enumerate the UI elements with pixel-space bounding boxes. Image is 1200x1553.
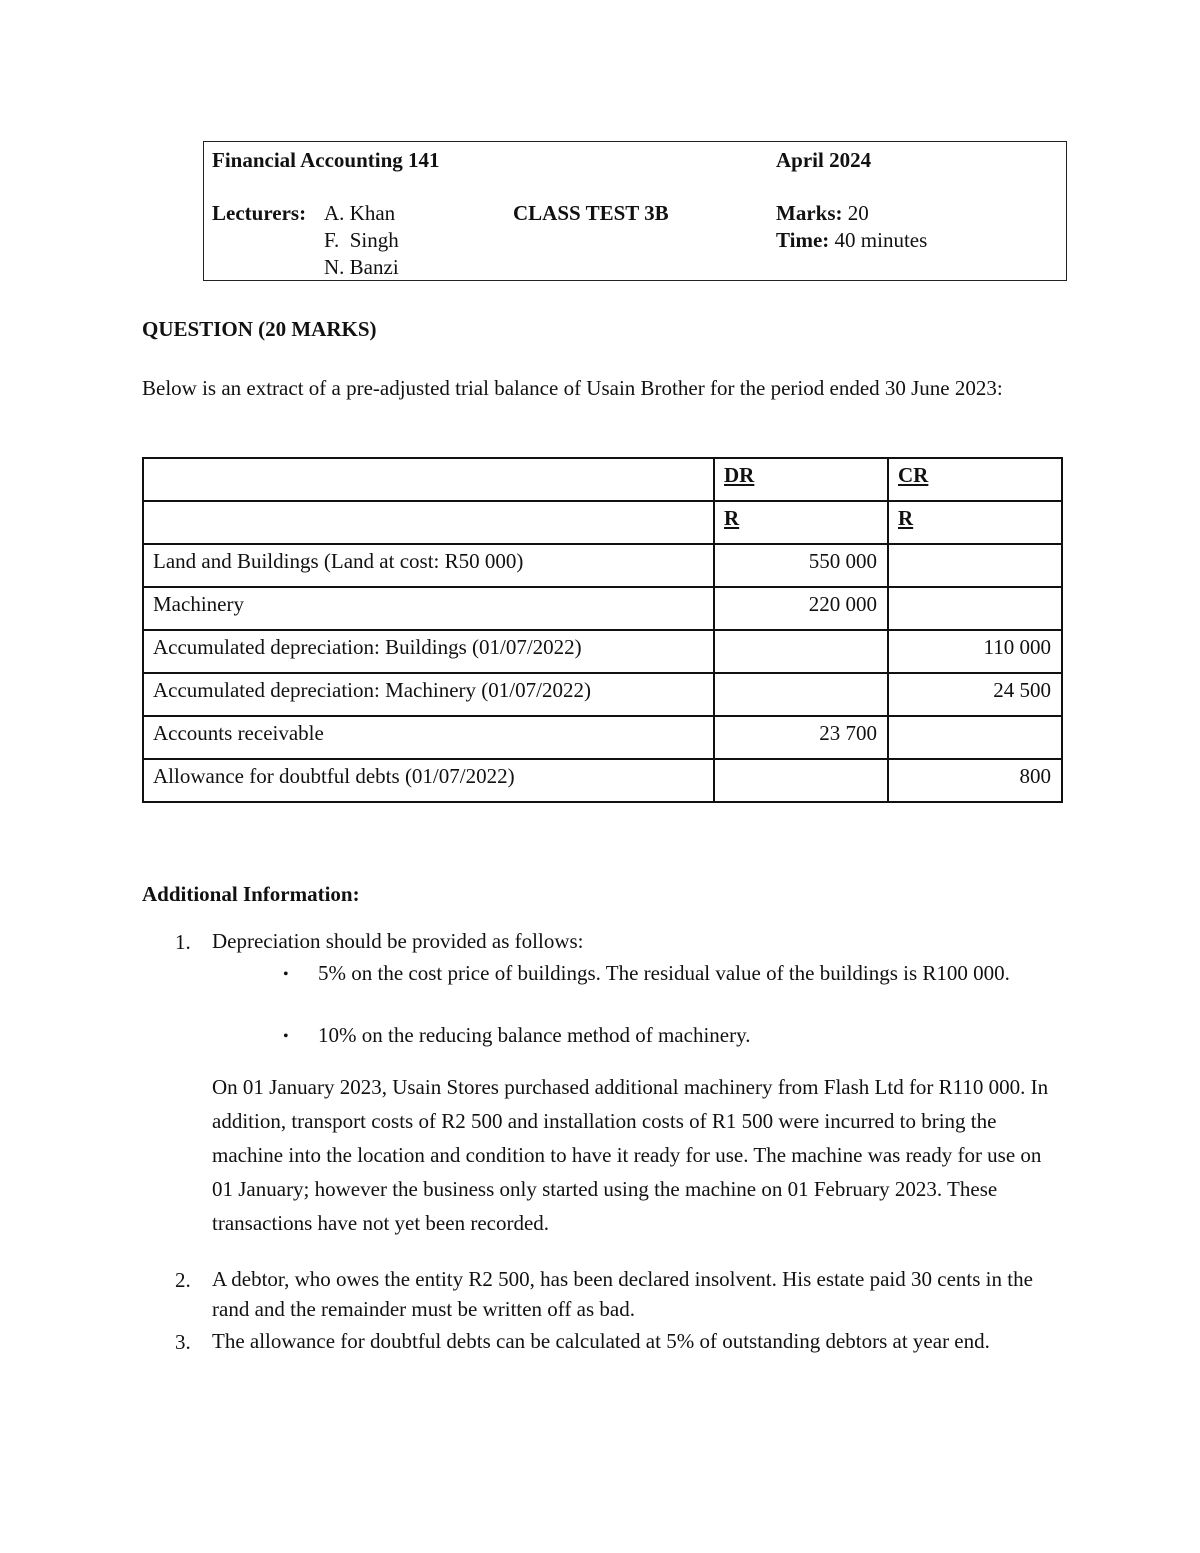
time-line bbox=[776, 227, 927, 254]
table-units-cell bbox=[143, 501, 714, 544]
dr-cell bbox=[714, 673, 888, 716]
bullet-icon: • bbox=[283, 966, 289, 983]
dr-cell bbox=[714, 759, 888, 802]
table-units-cr: R bbox=[888, 501, 1062, 544]
table-row bbox=[143, 716, 1062, 759]
question-heading: QUESTION (20 MARKS) bbox=[142, 317, 377, 341]
table-row bbox=[143, 544, 1062, 587]
table-row bbox=[143, 630, 1062, 673]
bullet-icon: • bbox=[283, 1028, 289, 1045]
table-units-row bbox=[143, 501, 1062, 544]
table-row bbox=[143, 673, 1062, 716]
table-row bbox=[143, 587, 1062, 630]
table-header-dr: DR bbox=[714, 458, 888, 501]
dr-cell bbox=[714, 630, 888, 673]
trial-balance-table bbox=[142, 457, 1063, 803]
lecturer-name: F. Singh bbox=[324, 228, 399, 252]
additional-info-heading: Additional Information: bbox=[142, 882, 360, 906]
account-cell: Allowance for doubtful debts (01/07/2022) bbox=[143, 759, 714, 802]
test-date: April 2024 bbox=[776, 148, 872, 172]
bullet-item: 5% on the cost price of buildings. The residual value of the buildings is R100 000. bbox=[318, 961, 1010, 985]
account-cell: Accounts receivable bbox=[143, 716, 714, 759]
list-number: 2. bbox=[175, 1268, 191, 1292]
cr-cell bbox=[888, 716, 1062, 759]
cr-cell: 800 bbox=[888, 759, 1062, 802]
account-cell: Accumulated depreciation: Buildings (01/07/2022) bbox=[143, 630, 714, 673]
time-value: 40 minutes bbox=[834, 228, 928, 252]
course-title: Financial Accounting 141 bbox=[212, 148, 440, 172]
lecturers-label: Lecturers: bbox=[212, 201, 307, 225]
list-item-text: The allowance for doubtful debts can be calculated at 5% of outstanding debtors at year end. bbox=[212, 1329, 990, 1353]
list-item-text: A debtor, who owes the entity R2 500, has been declared insolvent. His estate paid 30 cents in the rand and the remainder must be written off as bad. bbox=[212, 1267, 1033, 1321]
cr-cell bbox=[888, 587, 1062, 630]
lecturer-name: A. Khan bbox=[324, 201, 396, 225]
table-header-cell bbox=[143, 458, 714, 501]
dr-cell: 23 700 bbox=[714, 716, 888, 759]
list-number: 1. bbox=[175, 930, 191, 954]
list-number: 3. bbox=[175, 1330, 191, 1354]
machinery-purchase-paragraph: On 01 January 2023, Usain Stores purchased additional machinery from Flash Ltd for R110 000. In addition, transport costs of R2 500 and installation costs of R1 500 were incurred to bring the machine into the location and condition to have it ready for use. The machine was ready for use on 01 January; however the business only started using the machine on 01 February 2023. These transactions have not yet been recorded. bbox=[212, 1075, 1049, 1235]
dr-cell: 220 000 bbox=[714, 587, 888, 630]
account-cell: Machinery bbox=[143, 587, 714, 630]
bullet-item: 10% on the reducing balance method of machinery. bbox=[318, 1023, 751, 1047]
cr-cell: 24 500 bbox=[888, 673, 1062, 716]
table-header-row bbox=[143, 458, 1062, 501]
cr-cell: 110 000 bbox=[888, 630, 1062, 673]
account-cell: Land and Buildings (Land at cost: R50 000) bbox=[143, 544, 714, 587]
list-item-text: Depreciation should be provided as follows: bbox=[212, 929, 584, 953]
cr-cell bbox=[888, 544, 1062, 587]
test-title: CLASS TEST 3B bbox=[513, 201, 669, 225]
test-header-box bbox=[203, 141, 1067, 281]
table-units-dr: R bbox=[714, 501, 888, 544]
marks-value: 20 bbox=[847, 201, 869, 225]
table-row bbox=[143, 759, 1062, 802]
marks-label: Marks: bbox=[776, 201, 843, 225]
dr-cell: 550 000 bbox=[714, 544, 888, 587]
time-label: Time: bbox=[776, 228, 830, 252]
question-intro: Below is an extract of a pre-adjusted trial balance of Usain Brother for the period ended 30 June 2023: bbox=[142, 376, 1003, 400]
table-header-cr: CR bbox=[888, 458, 1062, 501]
account-cell: Accumulated depreciation: Machinery (01/07/2022) bbox=[143, 673, 714, 716]
marks-line bbox=[776, 200, 869, 227]
lecturer-name: N. Banzi bbox=[324, 255, 399, 279]
